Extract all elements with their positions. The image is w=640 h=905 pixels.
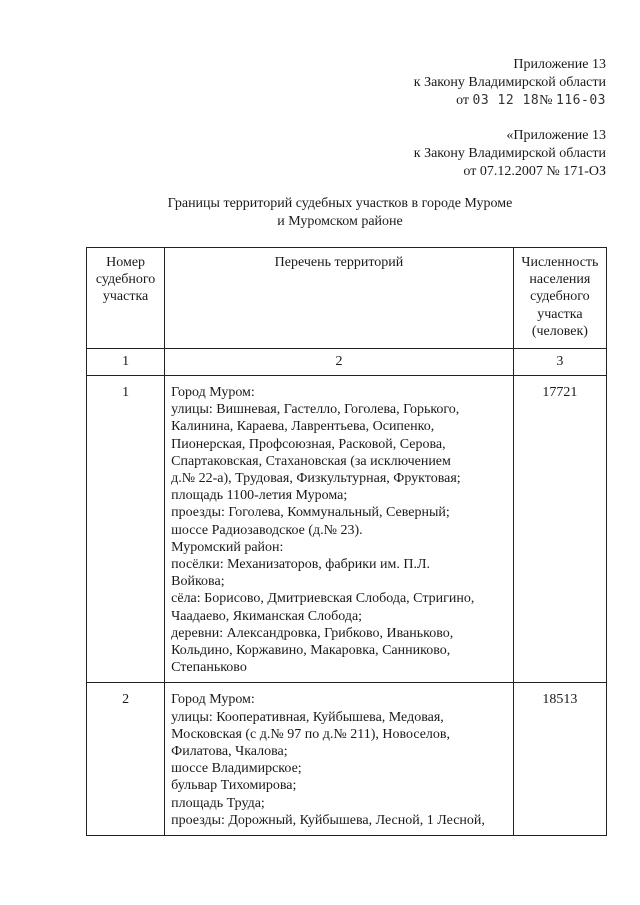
territory-line: площадь Труда; — [171, 795, 265, 811]
territory-line: проезды: Дорожный, Куйбышева, Лесной, 1 Лесной, — [171, 812, 485, 828]
territory-line: Спартаковская, Стахановская (за исключением — [171, 453, 451, 469]
header-current-date: 03 12 18 — [472, 93, 540, 108]
territory-line: шоссе Радиозаводское (д.№ 23). — [171, 522, 363, 538]
territory-line: деревни: Александровка, Грибково, Иваньково, — [171, 625, 454, 641]
title-line1: Границы территорий судебных участков в городе Муроме — [167, 196, 513, 211]
header-current-prefix: от — [456, 93, 470, 108]
header-col1-line: Номер — [106, 255, 146, 270]
header-territories — [165, 248, 514, 349]
territory-line: Войкова; — [171, 574, 225, 590]
header-col1-line: судебного — [95, 272, 156, 288]
territory-line: сёла: Борисово, Дмитриевская Слобода, Стригино, — [171, 591, 475, 607]
header-original-line3: от 07.12.2007 № 171-ОЗ — [463, 164, 606, 179]
territory-line: улицы: Вишневая, Гастелло, Гоголева, Горького, — [171, 402, 460, 418]
territory-line: Степаньково — [171, 660, 247, 676]
district-number: 2 — [87, 683, 165, 836]
table-header-row — [87, 248, 607, 349]
header-col3-line: судебного — [530, 289, 590, 305]
title-line2: и Муромском районе — [277, 214, 403, 229]
header-current-line1: Приложение 13 — [513, 57, 606, 72]
header-original-law — [414, 127, 606, 181]
header-col3-line: Численность — [521, 255, 599, 270]
territory-line: Кольдино, Коржавино, Макаровка, Санниково, — [171, 643, 451, 659]
district-territories — [165, 683, 514, 836]
territory-line: д.№ 22-а), Трудовая, Физкультурная, Фруктовая; — [171, 471, 461, 487]
territory-line: Муромский район: — [171, 539, 284, 555]
territory-line: бульвар Тихомирова; — [171, 778, 297, 794]
header-col1-line: участка — [102, 289, 149, 305]
district-population: 17721 — [513, 376, 606, 683]
column-number-cell: 3 — [513, 349, 606, 376]
table-row — [87, 376, 607, 683]
table-row — [87, 683, 607, 836]
column-number-cell: 2 — [165, 349, 514, 376]
territory-line: шоссе Владимирское; — [171, 761, 302, 777]
court-districts-table — [86, 247, 607, 836]
territory-line: улицы: Кооперативная, Куйбышева, Медовая, — [171, 709, 444, 725]
district-number: 1 — [87, 376, 165, 683]
header-col3-line: (человек) — [531, 323, 588, 339]
header-col3-line: участка — [537, 306, 583, 322]
territory-line: Чаадаево, Якиманская Слобода; — [171, 608, 363, 624]
territory-line: Город Муром: — [171, 385, 255, 400]
territory-line: площадь 1100-летия Мурома; — [171, 488, 348, 504]
header-current-law — [414, 56, 606, 110]
header-current-no: № — [539, 93, 553, 108]
district-territories — [165, 376, 514, 683]
territory-line: Пионерская, Профсоюзная, Расковой, Серова, — [171, 436, 446, 452]
header-original-line2: к Закону Владимирской области — [413, 146, 606, 161]
header-current-number: 116-03 — [556, 93, 606, 108]
territory-line: Филатова, Чкалова; — [171, 744, 288, 760]
header-population — [513, 248, 606, 349]
header-current-line2: к Закону Владимирской области — [413, 75, 606, 90]
header-district-number — [87, 248, 165, 349]
district-population: 18513 — [513, 683, 606, 836]
territory-line: Московская (с д.№ 97 по д.№ 211), Новоселов, — [171, 726, 451, 742]
header-col3-line: населения — [529, 272, 591, 288]
column-number-row — [87, 349, 607, 376]
territory-line: Город Муром: — [171, 692, 255, 708]
territory-line: Калинина, Караева, Лаврентьева, Осипенко, — [171, 419, 435, 435]
column-number-cell: 1 — [87, 349, 165, 376]
header-original-line1: «Приложение 13 — [506, 128, 606, 143]
territory-line: проезды: Гоголева, Коммунальный, Северный; — [171, 505, 450, 521]
header-current-line3 — [414, 92, 606, 110]
document-title — [80, 195, 600, 231]
territory-line: посёлки: Механизаторов, фабрики им. П.Л. — [171, 557, 430, 573]
header-col2-text: Перечень территорий — [274, 255, 404, 270]
